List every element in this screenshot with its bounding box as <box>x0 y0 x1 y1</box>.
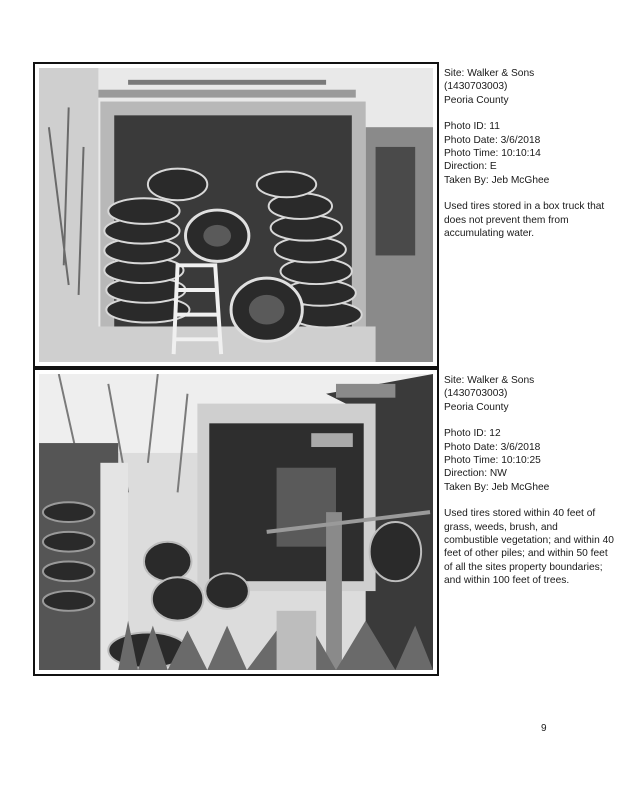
photo-caption-12 <box>444 374 614 588</box>
photo-trailer-tires-vegetation <box>39 374 433 670</box>
photo-frame-12 <box>33 368 439 676</box>
direction: Direction: E <box>444 161 497 173</box>
county: Peoria County <box>444 401 509 413</box>
photo-date: Photo Date: 3/6/2018 <box>444 441 541 453</box>
taken-by: Taken By: Jeb McGhee <box>444 174 550 186</box>
taken-by: Taken By: Jeb McGhee <box>444 481 550 493</box>
site-name: Site: Walker & Sons <box>444 68 535 79</box>
photo-description: Used tires stored in a box truck that does not prevent them from accumulating water. <box>444 201 605 240</box>
photo-box-truck-tires <box>39 68 433 362</box>
photo-frame-11 <box>33 62 439 368</box>
photo-caption-11 <box>444 67 614 240</box>
site-id: (1430703003) <box>444 388 508 400</box>
photo-time: Photo Time: 10:10:14 <box>444 148 541 160</box>
photo-id: Photo ID: 11 <box>444 121 500 133</box>
direction: Direction: NW <box>444 468 507 480</box>
site-id: (1430703003) <box>444 81 508 93</box>
photo-id: Photo ID: 12 <box>444 428 501 440</box>
site-name: Site: Walker & Sons <box>444 375 535 386</box>
photo-description: Used tires stored within 40 feet of grass, weeds, brush, and combustible vegetation; and within 40 feet of other piles; and within 50 feet of all the sites property boundaries; and within 100 feet of trees. <box>444 508 614 587</box>
page-number: 9 <box>541 723 547 734</box>
photo-time: Photo Time: 10:10:25 <box>444 455 541 467</box>
county: Peoria County <box>444 94 509 106</box>
photo-date: Photo Date: 3/6/2018 <box>444 134 541 146</box>
